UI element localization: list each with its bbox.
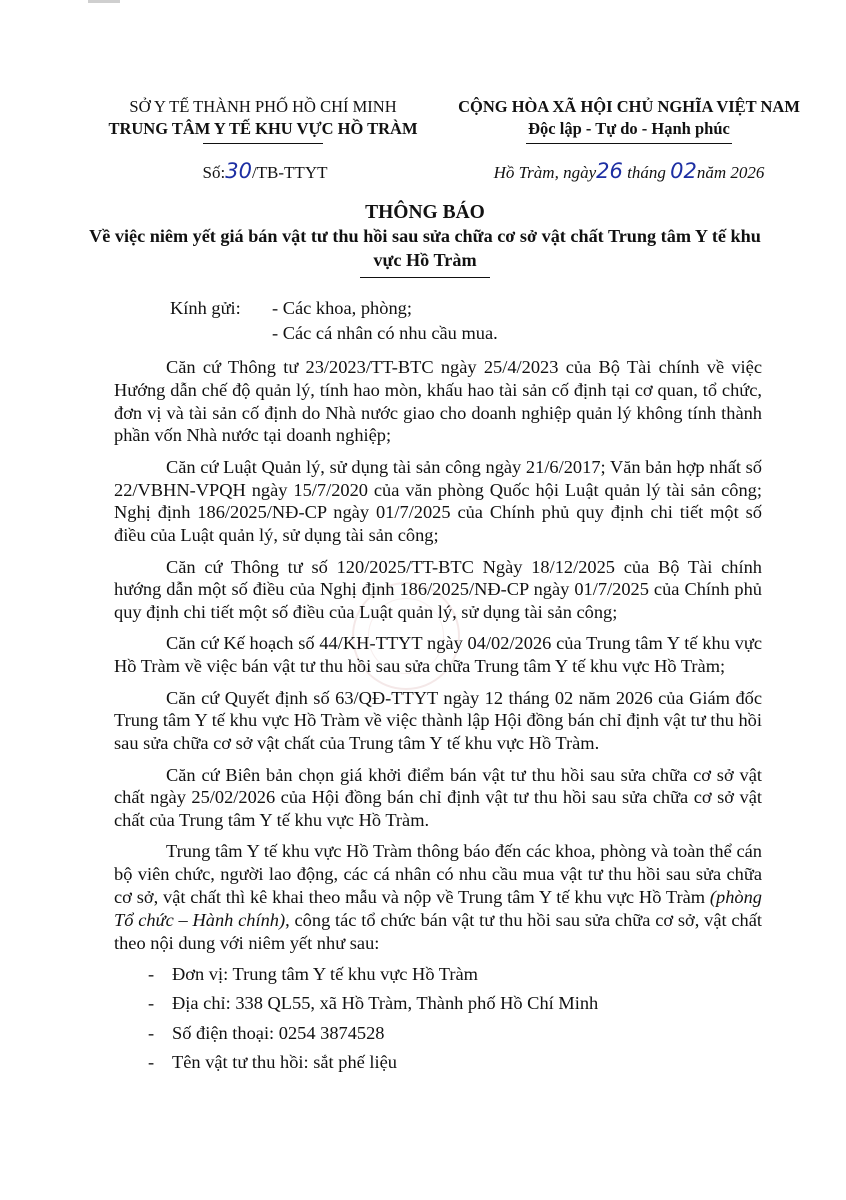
list-item-text: Địa chỉ: 338 QL55, xã Hồ Tràm, Thành phố Hồ Chí Minh [172,993,599,1014]
document-number-suffix: /TB-TTYT [251,163,328,182]
notice-paragraph [114,840,762,954]
notice-text-part1: Trung tâm Y tế khu vực Hồ Tràm thông báo đến các khoa, phòng và toàn thể cán bộ viên chức, người lao động, các cá nhân có nhu cầu mua vật tư thu hồi sau sửa chữa cơ sở, vật chất thì kê khai theo mẫu và nộp về Trung tâm Y tế khu vực Hồ Tràm [114,841,762,908]
issue-month-handwritten: 02 [670,159,697,183]
issue-date [444,158,814,185]
legal-basis-paragraph: Căn cứ Thông tư 23/2023/TT-BTC ngày 25/4/2023 của Bộ Tài chính về việc Hướng dẫn chế độ quản lý, tính hao mòn, khấu hao tài sản cố định tại cơ quan, tổ chức, đơn vị và tài sản cố định do Nhà nước giao cho doanh nghiệp quản lý không tính thành phần vốn Nhà nước tại doanh nghiệp; [114,357,762,446]
document-number-handwritten: 30 [225,159,252,183]
notice-text-part2: , công tác tổ chức bán vật tư thu hồi sau sửa chữa cơ sở, vật chất theo nội dung với niêm yết như sau: [114,909,762,953]
list-item-text: Đơn vị: Trung tâm Y tế khu vực Hồ Tràm [172,964,478,984]
document-number-prefix: Số: [202,163,226,182]
legal-basis-paragraph: Căn cứ Quyết định số 63/QĐ-TTYT ngày 12 tháng 02 năm 2026 của Giám đốc Trung tâm Y tế khu vực Hồ Tràm về việc thành lập Hội đồng bán chỉ định vật tư thu hồi sau sửa chữa cơ sở vật chất của Trung tâm Y tế khu vực Hồ Tràm. [114,687,762,754]
document-title: THÔNG BÁO [365,202,485,223]
scan-edge-mark [88,0,120,3]
recipient-row [170,296,498,321]
issuer-parent-agency: SỞ Y TẾ THÀNH PHỐ HỒ CHÍ MINH [129,97,397,116]
country-name: CỘNG HÒA XÃ HỘI CHỦ NGHĨA VIỆT NAM [458,97,800,116]
legal-basis-paragraph: Căn cứ Biên bản chọn giá khởi điểm bán vật tư thu hồi sau sửa chữa cơ sở vật chất ngày 25/02/2026 của Hội đồng bán chỉ định vật tư thu hồi sau sửa chữa cơ sở vật chất của Trung tâm Y tế khu vực Hồ Tràm. [114,764,762,831]
recipients-label: Kính gửi: [170,298,241,318]
document-body [114,356,762,1080]
list-item: - Tên vật tư thu hồi: sắt phế liệu [148,1051,397,1072]
sale-details-list [114,963,762,1074]
title-underline [360,277,490,278]
issue-year: năm 2026 [696,163,765,182]
national-motto-header [444,96,814,144]
document-subject: Về việc niêm yết giá bán vật tư thu hồi sau sửa chữa cơ sở vật chất Trung tâm Y tế khu vực Hồ Tràm [89,226,761,271]
document-number [100,158,430,185]
recipient-row [170,321,498,346]
issuer-underline [203,143,323,144]
issuer-header [98,96,428,144]
notice-text-italic: (phòng Tổ chức – Hành chính) [114,887,762,930]
legal-basis-paragraph: Căn cứ Kế hoạch số 44/KH-TTYT ngày 04/02/2026 của Trung tâm Y tế khu vực Hồ Tràm về việc bán vật tư thu hồi sau sửa chữa Trung tâm Y tế khu vực Hồ Tràm; [114,633,762,677]
issue-place: Hồ Tràm, ngày [493,163,597,182]
issue-day-handwritten: 26 [596,159,623,183]
legal-basis-paragraph: Căn cứ Luật Quản lý, sử dụng tài sản công ngày 21/6/2017; Văn bản hợp nhất số 22/VBHN-VPQH ngày 15/7/2020 của văn phòng Quốc hội Luật quản lý tài sản công; Nghị định 186/2025/NĐ-CP ngày 01/7/2025 của Chính phủ quy định chi tiết một số điều của Luật quản lý, sử dụng tài sản công; [114,456,762,546]
document-title-block [80,201,770,278]
list-item-text: Số điện thoại: 0254 3874528 [172,1022,385,1043]
recipients-block [170,296,498,345]
recipient-item: - Các khoa, phòng; [272,298,412,318]
recipient-item: - Các cá nhân có nhu cầu mua. [272,322,498,343]
issuer-unit-name: TRUNG TÂM Y TẾ KHU VỰC HỒ TRÀM [108,119,418,139]
list-item: - Đơn vị: Trung tâm Y tế khu vực Hồ Tràm [148,964,478,984]
list-item: - Số điện thoại: 0254 3874528 [148,1022,385,1043]
legal-basis-paragraph: Căn cứ Thông tư số 120/2025/TT-BTC Ngày 18/12/2025 của Bộ Tài chính hướng dẫn một số điều của Nghị định 186/2025/NĐ-CP ngày 01/7/2025 của Chính phủ quy định chi tiết một số điều của Luật quản lý, sử dụng tài sản công; [114,556,762,623]
issue-month-word: tháng [622,163,671,182]
list-item-text: Tên vật tư thu hồi: sắt phế liệu [172,1051,397,1072]
motto-underline [526,143,732,144]
list-item: - Địa chỉ: 338 QL55, xã Hồ Tràm, Thành phố Hồ Chí Minh [148,993,599,1014]
motto: Độc lập - Tự do - Hạnh phúc [528,119,730,139]
